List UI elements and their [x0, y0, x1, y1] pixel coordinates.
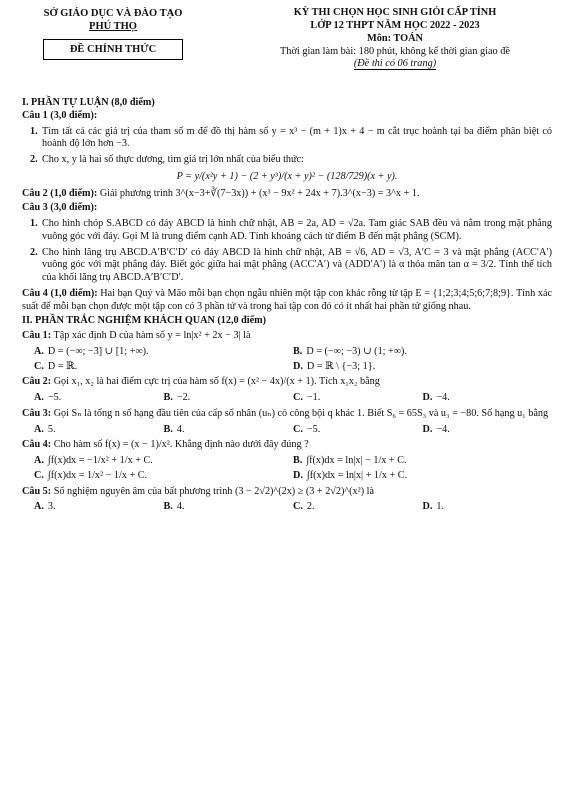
mc4-option-c: C. ∫f(x)dx = 1/x² − 1/x + C.: [34, 469, 148, 481]
mc-question-2: Câu 2: Gọi x₁, x₂ là hai điểm cực trị của hàm số f(x) = (x² − 4x)/(x + 1). Tích x₁x₂ bằng A. −5. B. −2. C. −1. D. −4.: [22, 376, 552, 406]
header-right: [235, 7, 555, 71]
mc4-option-b: B. ∫f(x)dx = ln|x| − 1/x + C.: [293, 455, 407, 466]
q3-item-1: 1. Cho hình chóp S.ABCD có đáy ABCD là hình chữ nhật, AB = 2a, AD = √2a. Tam giác SAB đều và nằm trong mặt phẳng vuông góc với đáy. Gọi M là trung điểm cạnh AD. Tính khoảng cách từ điểm B đến mặt phẳng (SCM).: [30, 218, 552, 242]
section-1-title: I. PHẦN TỰ LUẬN (8,0 điểm): [22, 97, 155, 108]
mc1-option-a: A. D = (−∞; −3] ∪ [1; +∞).: [34, 345, 149, 357]
q3-label: Câu 3 (3,0 điểm):: [22, 202, 98, 214]
province-name: PHÚ THỌ: [89, 21, 137, 33]
q1-item-2: 2. Cho x, y là hai số thực dương, tìm giá trị lớn nhất của biểu thức:: [30, 154, 304, 165]
q1-label: Câu 1 (3,0 điểm):: [22, 109, 98, 121]
mc2-option-d: D. −4.: [422, 392, 450, 403]
mc5-option-b: B. 4.: [163, 501, 185, 513]
department-name: SỞ GIÁO DỤC VÀ ĐÀO TẠO: [43, 8, 183, 19]
mc3-option-a: A. 5.: [34, 423, 56, 435]
exam-subject: Môn: TOÁN: [367, 32, 423, 44]
mc-question-1: Câu 1: Tập xác định D của hàm số y = ln|x² + 2x − 3| là A. D = (−∞; −3] ∪ [1; +∞). B. D = (−∞; −3) ∪ (1; +∞). C. D = ℝ. D. D = ℝ \ {−3; 1}.: [22, 330, 552, 374]
mc1-option-d: D. D = ℝ \ {−3; 1}.: [293, 360, 376, 372]
mc-question-4: Câu 4: Cho hàm số f(x) = (x − 1)/x². Khẳng định nào dưới đây đúng ? A. ∫f(x)dx = −1/x² + 1/x + C. B. ∫f(x)dx = ln|x| − 1/x + C. C. ∫f(x)dx = 1/x² − 1/x + C. D. ∫f(x)dx = ln|x| + 1/x + C.: [22, 439, 552, 483]
mc2-option-a: A. −5.: [34, 392, 62, 403]
exam-time: Thời gian làm bài: 180 phút, không kể thời gian giao đề: [280, 45, 510, 57]
mc2-option-c: C. −1.: [293, 392, 321, 403]
mc-question-3: Câu 3: Gọi Sₙ là tổng n số hạng đầu tiên của cấp số nhân (uₙ) có công bội q khác 1. Biết S₆ = 65S₃ và u₃ = −80. Số hạng u₁ bằng A. 5. B. 4. C. −5. D. −4.: [22, 408, 552, 438]
mc3-option-d: D. −4.: [422, 423, 450, 435]
mc2-option-b: B. −2.: [163, 392, 191, 403]
mc5-option-c: C. 2.: [293, 501, 315, 513]
mc3-option-c: C. −5.: [293, 423, 321, 435]
q4: Câu 4 (1,0 điểm): Hai bạn Quý và Mão mỗi bạn chọn ngẫu nhiên một tập con khác rỗng từ tập E = {1;2;3;4;5;6;7;8;9}. Tính xác suất để mỗi bạn chọn được một tập con có 3 phần tử và trong hai tập con đó có ít nhất hai phần tử giống nhau.: [22, 287, 552, 312]
mc4-option-d: D. ∫f(x)dx = ln|x| + 1/x + C.: [293, 469, 408, 481]
q2: Câu 2 (1,0 điểm): Giải phương trình 3^(x−3+∛(7−3x)) + (x³ − 9x² + 24x + 7).3^(x−3) = 3^x + 1.: [22, 187, 420, 199]
exam-body: [22, 97, 552, 517]
header-left: [18, 7, 208, 60]
official-badge: ĐỀ CHÍNH THỨC: [43, 39, 183, 60]
mc-question-5: Câu 5: Số nghiệm nguyên âm của bất phương trình (3 − 2√2)^(2x) ≥ (3 + 2√2)^(x²) là A. 3. B. 4. C. 2. D. 1.: [22, 486, 552, 516]
mc1-option-b: B. D = (−∞; −3) ∪ (1; +∞).: [293, 345, 407, 357]
q1-equation: P = y/(x²y + 1) − (2 + y³)/(x + y)² − (128/729)(x + y).: [176, 170, 398, 182]
mc3-option-b: B. 4.: [163, 423, 185, 435]
exam-title: KỲ THI CHỌN HỌC SINH GIỎI CẤP TỈNH: [293, 7, 497, 18]
q1-item-1: 1. Tìm tất cả các giá trị của tham số m để đồ thị hàm số y = x³ − (m + 1)x + 4 − m cắt trục hoành tại ba điểm phân biệt có hoành độ lớn hơn −3.: [30, 125, 552, 150]
mc5-option-d: D. 1.: [422, 501, 445, 513]
mc4-option-a: A. ∫f(x)dx = −1/x² + 1/x + C.: [34, 455, 153, 466]
exam-grade: LỚP 12 THPT NĂM HỌC 2022 - 2023: [310, 19, 480, 31]
q3-item-2: 2. Cho hình lăng trụ ABCD.A′B′C′D′ có đáy ABCD là hình chữ nhật, AB = √6, AD = √3, A′C = 3 và mặt phẳng (ACC′A′) vuông góc với mặt phẳng đáy. Biết góc giữa hai mặt phẳng (ACC′A′) và (ADD′A′) là α thỏa mãn tan α = 3/2. Tính thể tích của khối lăng trụ ABCD.A′B′C′D′.: [30, 246, 552, 283]
mc5-option-a: A. 3.: [34, 501, 56, 513]
mc1-option-c: C. D = ℝ.: [34, 360, 78, 372]
section-2-title: II. PHẦN TRẮC NGHIỆM KHÁCH QUAN (12,0 điểm): [22, 315, 267, 327]
exam-pages: (Đề thi có 06 trang): [353, 58, 437, 70]
